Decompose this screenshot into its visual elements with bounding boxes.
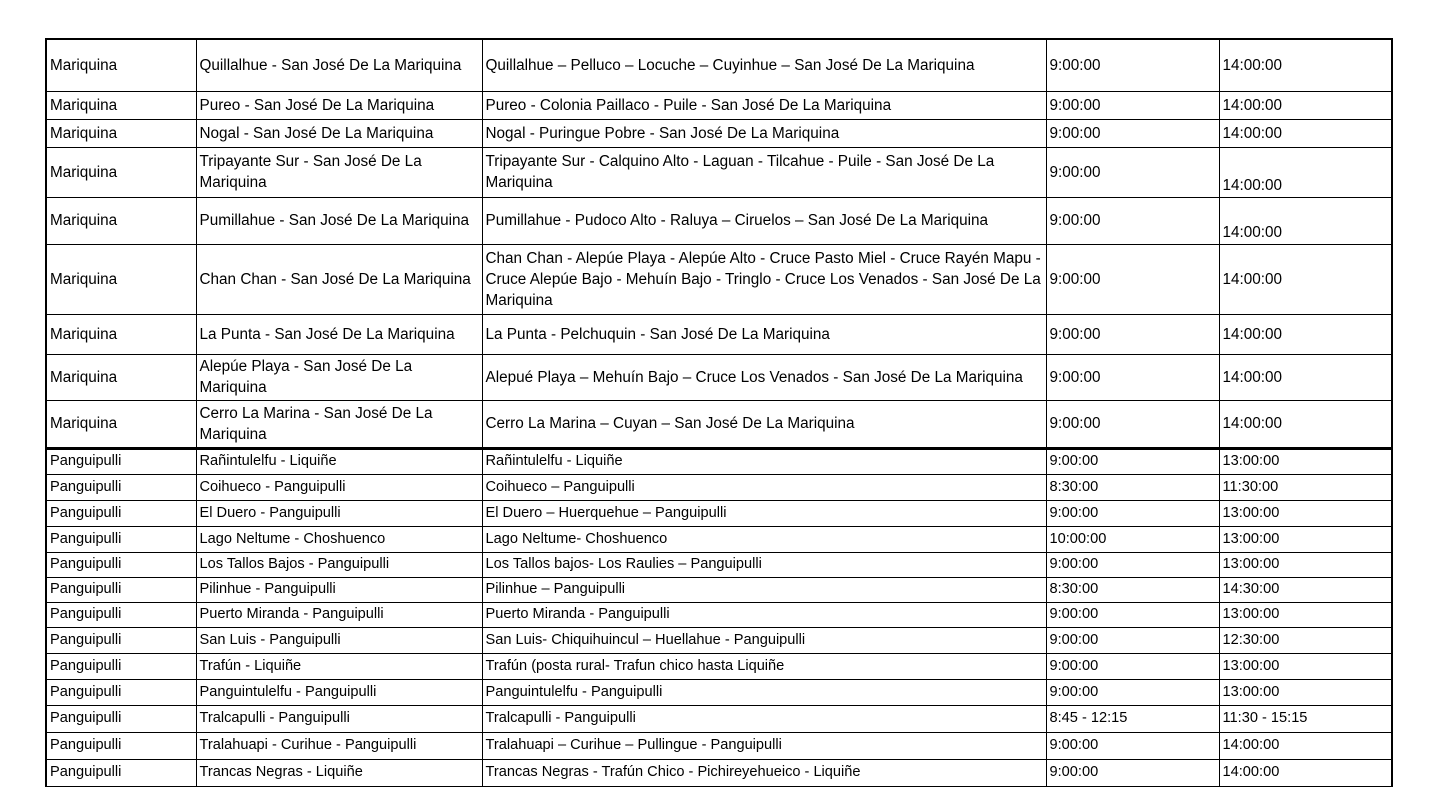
comuna-cell: Panguipulli: [46, 679, 196, 705]
table-row: [46, 39, 1392, 91]
recorrido-cell: Tralcapulli - Panguipulli: [482, 705, 1046, 732]
ida-cell: 9:00:00: [1046, 91, 1219, 119]
vuelta-cell: 14:30:00: [1219, 577, 1392, 602]
comuna-cell: Panguipulli: [46, 627, 196, 653]
tramo-cell: El Duero - Panguipulli: [196, 500, 482, 526]
vuelta-cell: 11:30 - 15:15: [1219, 705, 1392, 732]
tramo-cell: Quillalhue - San José De La Mariquina: [196, 39, 482, 91]
ida-cell: 8:30:00: [1046, 577, 1219, 602]
table-row: [46, 653, 1392, 679]
vuelta-cell: 14:00:00: [1219, 197, 1392, 244]
recorrido-cell: Trafún (posta rural- Trafun chico hasta Liquiñe: [482, 653, 1046, 679]
vuelta-cell: 13:00:00: [1219, 526, 1392, 552]
tramo-cell: Rañintulelfu - Liquiñe: [196, 448, 482, 474]
ida-cell: 9:00:00: [1046, 39, 1219, 91]
ida-cell: 9:00:00: [1046, 448, 1219, 474]
ida-cell: 9:00:00: [1046, 759, 1219, 786]
table-row: [46, 244, 1392, 314]
table-row: [46, 627, 1392, 653]
recorrido-cell: Trancas Negras - Trafún Chico - Pichireyehueico - Liquiñe: [482, 759, 1046, 786]
tramo-cell: Tralcapulli - Panguipulli: [196, 705, 482, 732]
table-row: [46, 147, 1392, 197]
recorrido-cell: Pumillahue - Pudoco Alto - Raluya – Ciruelos – San José De La Mariquina: [482, 197, 1046, 244]
vuelta-cell: 13:00:00: [1219, 653, 1392, 679]
recorrido-cell: Los Tallos bajos- Los Raulies – Panguipulli: [482, 552, 1046, 577]
tramo-cell: Lago Neltume - Choshuenco: [196, 526, 482, 552]
comuna-cell: Mariquina: [46, 400, 196, 448]
ida-cell: 9:00:00: [1046, 552, 1219, 577]
recorrido-cell: Lago Neltume- Choshuenco: [482, 526, 1046, 552]
comuna-cell: Panguipulli: [46, 653, 196, 679]
ida-cell: 9:00:00: [1046, 197, 1219, 244]
comuna-cell: Panguipulli: [46, 732, 196, 759]
comuna-cell: Panguipulli: [46, 552, 196, 577]
recorrido-cell: Nogal - Puringue Pobre - San José De La Mariquina: [482, 119, 1046, 147]
comuna-cell: Panguipulli: [46, 705, 196, 732]
vuelta-cell: 14:00:00: [1219, 244, 1392, 314]
tramo-cell: Tripayante Sur - San José De La Mariquina: [196, 147, 482, 197]
table-row: [46, 679, 1392, 705]
comuna-cell: Panguipulli: [46, 526, 196, 552]
vuelta-cell: 13:00:00: [1219, 552, 1392, 577]
comuna-cell: Panguipulli: [46, 474, 196, 500]
vuelta-cell: 14:00:00: [1219, 759, 1392, 786]
ida-cell: 9:00:00: [1046, 119, 1219, 147]
vuelta-cell: 14:00:00: [1219, 400, 1392, 448]
table-row: [46, 400, 1392, 448]
table-row: [46, 732, 1392, 759]
comuna-cell: Mariquina: [46, 39, 196, 91]
comuna-cell: Mariquina: [46, 314, 196, 354]
table-row: [46, 705, 1392, 732]
tramo-cell: Trancas Negras - Liquiñe: [196, 759, 482, 786]
tramo-cell: Trafún - Liquiñe: [196, 653, 482, 679]
tramo-cell: Nogal - San José De La Mariquina: [196, 119, 482, 147]
comuna-cell: Mariquina: [46, 354, 196, 400]
ida-cell: 9:00:00: [1046, 244, 1219, 314]
table-row: [46, 602, 1392, 627]
table-row: [46, 759, 1392, 786]
recorrido-cell: Quillalhue – Pelluco – Locuche – Cuyinhue – San José De La Mariquina: [482, 39, 1046, 91]
tramo-cell: Cerro La Marina - San José De La Mariquina: [196, 400, 482, 448]
vuelta-cell: 13:00:00: [1219, 448, 1392, 474]
recorrido-cell: San Luis- Chiquihuincul – Huellahue - Panguipulli: [482, 627, 1046, 653]
recorrido-cell: Coihueco – Panguipulli: [482, 474, 1046, 500]
tramo-cell: Pureo - San José De La Mariquina: [196, 91, 482, 119]
ida-cell: 9:00:00: [1046, 732, 1219, 759]
vuelta-cell: 12:30:00: [1219, 627, 1392, 653]
ida-cell: 8:30:00: [1046, 474, 1219, 500]
table-row: [46, 526, 1392, 552]
vuelta-cell: 14:00:00: [1219, 732, 1392, 759]
tramo-cell: Pilinhue - Panguipulli: [196, 577, 482, 602]
ida-cell: 10:00:00: [1046, 526, 1219, 552]
table-row: [46, 91, 1392, 119]
table-row: [46, 577, 1392, 602]
ida-cell: 9:00:00: [1046, 314, 1219, 354]
vuelta-cell: 14:00:00: [1219, 91, 1392, 119]
ida-cell: 9:00:00: [1046, 602, 1219, 627]
tramo-cell: Tralahuapi - Curihue - Panguipulli: [196, 732, 482, 759]
recorrido-cell: Alepué Playa – Mehuín Bajo – Cruce Los Venados - San José De La Mariquina: [482, 354, 1046, 400]
tramo-cell: Chan Chan - San José De La Mariquina: [196, 244, 482, 314]
table-row: [46, 474, 1392, 500]
vuelta-cell: 14:00:00: [1219, 314, 1392, 354]
ida-cell: 9:00:00: [1046, 653, 1219, 679]
comuna-cell: Mariquina: [46, 91, 196, 119]
recorrido-cell: El Duero – Huerquehue – Panguipulli: [482, 500, 1046, 526]
table-row: [46, 448, 1392, 474]
comuna-cell: Panguipulli: [46, 577, 196, 602]
recorrido-cell: Pureo - Colonia Paillaco - Puile - San José De La Mariquina: [482, 91, 1046, 119]
comuna-cell: Panguipulli: [46, 602, 196, 627]
vuelta-cell: 13:00:00: [1219, 500, 1392, 526]
vuelta-cell: 11:30:00: [1219, 474, 1392, 500]
comuna-cell: Mariquina: [46, 147, 196, 197]
recorrido-cell: Puerto Miranda - Panguipulli: [482, 602, 1046, 627]
tramo-cell: Puerto Miranda - Panguipulli: [196, 602, 482, 627]
route-schedule-table: [45, 38, 1393, 787]
table-row: [46, 197, 1392, 244]
ida-cell: 9:00:00: [1046, 500, 1219, 526]
comuna-cell: Panguipulli: [46, 448, 196, 474]
ida-cell: 9:00:00: [1046, 354, 1219, 400]
comuna-cell: Mariquina: [46, 244, 196, 314]
table-row: [46, 119, 1392, 147]
recorrido-cell: Chan Chan - Alepúe Playa - Alepúe Alto - Cruce Pasto Miel - Cruce Rayén Mapu - Cruce Alepúe Bajo - Mehuín Bajo - Tringlo - Cruce Los Venados - San José De La Mariquina: [482, 244, 1046, 314]
recorrido-cell: Rañintulelfu - Liquiñe: [482, 448, 1046, 474]
comuna-cell: Mariquina: [46, 197, 196, 244]
tramo-cell: La Punta - San José De La Mariquina: [196, 314, 482, 354]
vuelta-cell: 14:00:00: [1219, 147, 1392, 197]
table-row: [46, 500, 1392, 526]
tramo-cell: Panguintulelfu - Panguipulli: [196, 679, 482, 705]
ida-cell: 9:00:00: [1046, 400, 1219, 448]
ida-cell: 9:00:00: [1046, 679, 1219, 705]
recorrido-cell: Tralahuapi – Curihue – Pullingue - Panguipulli: [482, 732, 1046, 759]
recorrido-cell: La Punta - Pelchuquin - San José De La Mariquina: [482, 314, 1046, 354]
recorrido-cell: Cerro La Marina – Cuyan – San José De La Mariquina: [482, 400, 1046, 448]
table-row: [46, 314, 1392, 354]
recorrido-cell: Tripayante Sur - Calquino Alto - Laguan - Tilcahue - Puile - San José De La Mariquina: [482, 147, 1046, 197]
vuelta-cell: 14:00:00: [1219, 119, 1392, 147]
comuna-cell: Mariquina: [46, 119, 196, 147]
vuelta-cell: 13:00:00: [1219, 679, 1392, 705]
vuelta-cell: 14:00:00: [1219, 354, 1392, 400]
tramo-cell: Los Tallos Bajos - Panguipulli: [196, 552, 482, 577]
table-row: [46, 552, 1392, 577]
vuelta-cell: 13:00:00: [1219, 602, 1392, 627]
recorrido-cell: Panguintulelfu - Panguipulli: [482, 679, 1046, 705]
comuna-cell: Panguipulli: [46, 759, 196, 786]
ida-cell: 9:00:00: [1046, 147, 1219, 197]
recorrido-cell: Pilinhue – Panguipulli: [482, 577, 1046, 602]
tramo-cell: Alepúe Playa - San José De La Mariquina: [196, 354, 482, 400]
comuna-cell: Panguipulli: [46, 500, 196, 526]
table-row: [46, 354, 1392, 400]
ida-cell: 9:00:00: [1046, 627, 1219, 653]
tramo-cell: Pumillahue - San José De La Mariquina: [196, 197, 482, 244]
tramo-cell: Coihueco - Panguipulli: [196, 474, 482, 500]
tramo-cell: San Luis - Panguipulli: [196, 627, 482, 653]
vuelta-cell: 14:00:00: [1219, 39, 1392, 91]
ida-cell: 8:45 - 12:15: [1046, 705, 1219, 732]
